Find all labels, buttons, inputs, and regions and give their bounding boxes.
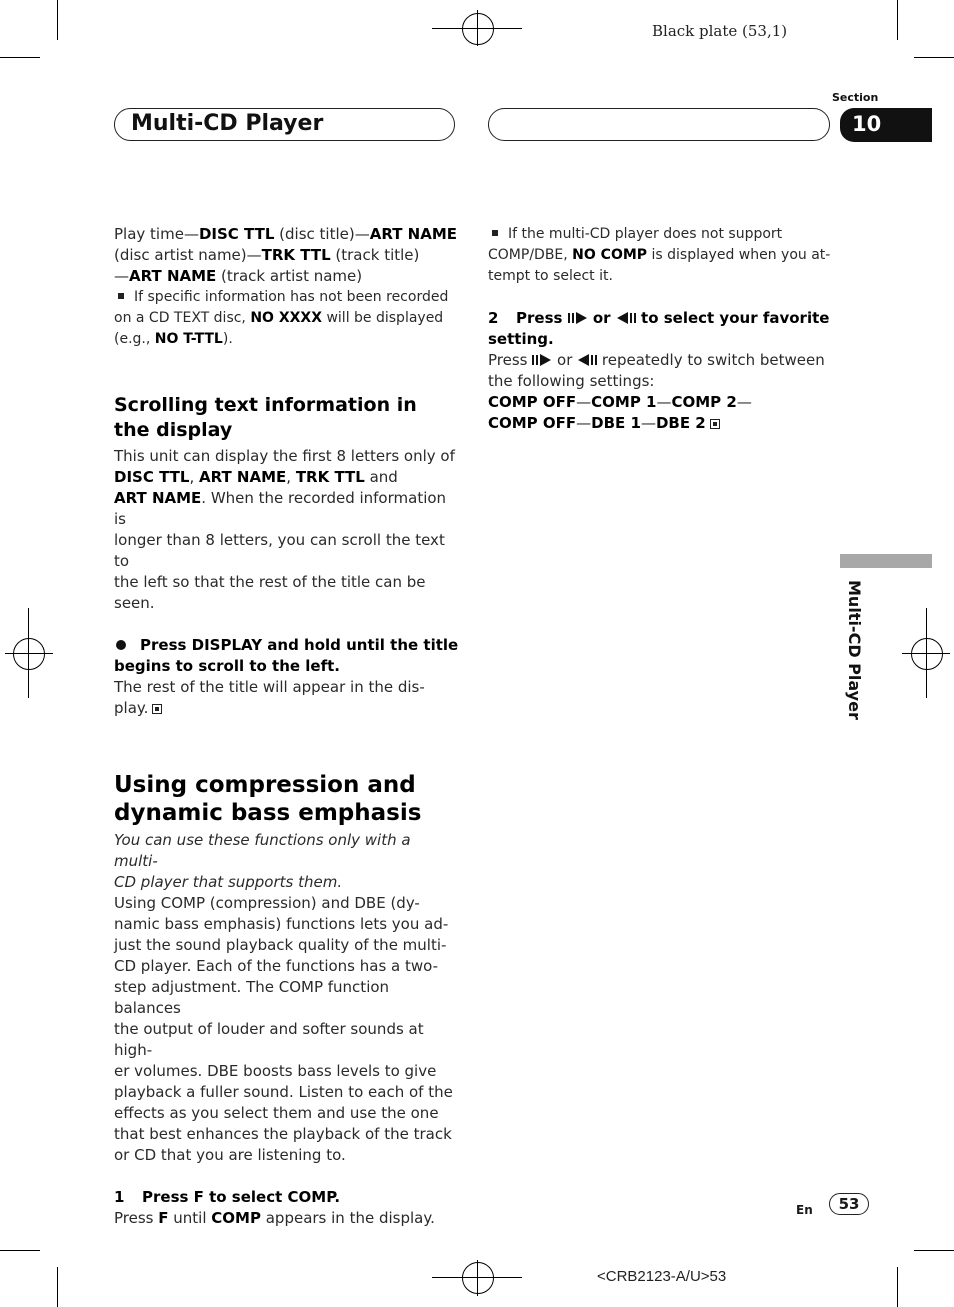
language-label: En [796, 1203, 813, 1217]
body-line: the left so that the rest of the title can be seen. [114, 573, 426, 612]
reverse-play-pause-icon [616, 312, 636, 324]
body-line: step adjustment. The COMP function balances [114, 978, 390, 1017]
chapter-title-pill [114, 108, 455, 141]
body-line: ART NAME. When the recorded information is [114, 489, 447, 528]
note-line: on a CD TEXT disc, NO XXXX will be displayed [114, 310, 444, 326]
side-tab-label: Multi-CD Player [845, 580, 864, 720]
step-display: Press DISPLAY and hold until the title [114, 635, 459, 656]
side-tab-bar [840, 554, 932, 568]
note-line: tempt to select it. [488, 268, 613, 284]
body-line: The rest of the title will appear in the dis- [114, 678, 425, 696]
step-display: begins to scroll to the left. [114, 657, 340, 675]
body-line: play. [114, 698, 459, 719]
body-line: Using COMP (compression) and DBE (dy- [114, 894, 420, 912]
display-order-line: (disc artist name)—TRK TTL (track title) [114, 246, 420, 264]
display-order-line: Play time—DISC TTL (disc title)—ART NAME [114, 225, 457, 243]
intro-line: You can use these functions only with a multi- [114, 831, 411, 870]
chapter-title: Multi-CD Player [131, 111, 324, 136]
body-line: DISC TTL, ART NAME, TRK TTL and [114, 468, 398, 486]
document-code: <CRB2123-A/U>53 [597, 1268, 727, 1285]
registration-circle [13, 638, 45, 670]
step-2: setting. [488, 330, 554, 348]
registration-circle [462, 13, 494, 45]
body-line: effects as you select them and use the one [114, 1104, 439, 1122]
left-column [114, 224, 459, 1229]
crop-mark [897, 0, 898, 40]
display-order-line: —ART NAME (track artist name) [114, 267, 363, 285]
note-bullet-icon [492, 230, 498, 236]
settings-sequence: COMP OFF—DBE 1—DBE 2 [488, 413, 833, 434]
right-column [488, 224, 833, 434]
step-bullet-icon [116, 640, 126, 650]
body-line: longer than 8 letters, you can scroll the text to [114, 531, 445, 570]
crop-mark [914, 57, 954, 58]
page-number: 53 [829, 1193, 869, 1215]
end-square-icon [152, 704, 162, 714]
note-line: If the multi-CD player does not support [488, 224, 833, 245]
crop-mark [0, 1250, 40, 1251]
body-line: the following settings: [488, 372, 655, 390]
registration-circle [911, 638, 943, 670]
body-line: Press F until COMP appears in the display. [114, 1209, 435, 1227]
crop-mark [0, 57, 40, 58]
section-number: 10 [852, 112, 882, 136]
body-line: that best enhances the playback of the track [114, 1125, 452, 1143]
body-line: or CD that you are listening to. [114, 1146, 346, 1164]
note-bullet-icon [118, 293, 124, 299]
step-2: 2 Press or to select your favorite [488, 309, 830, 327]
body-line: This unit can display the first 8 letters only of [114, 447, 455, 465]
play-pause-forward-icon [532, 354, 552, 366]
reverse-play-pause-icon [577, 354, 597, 366]
body-line: just the sound playback quality of the multi- [114, 936, 447, 954]
body-line: Press or repeatedly to switch between [488, 351, 825, 369]
settings-sequence: COMP OFF—COMP 1—COMP 2— [488, 393, 752, 411]
crop-mark [914, 1250, 954, 1251]
scroll-heading: Scrolling text information in [114, 394, 417, 416]
intro-line: CD player that supports them. [114, 873, 343, 891]
note-line: (e.g., NO T-TTL). [114, 331, 233, 347]
end-square-icon [710, 419, 720, 429]
note-line: If specific information has not been recorded [114, 287, 459, 308]
comp-heading: Using compression and [114, 772, 416, 798]
body-line: the output of louder and softer sounds at high- [114, 1020, 424, 1059]
note-line: COMP/DBE, NO COMP is displayed when you at- [488, 247, 831, 263]
comp-heading: dynamic bass emphasis [114, 800, 422, 826]
section-number-badge [840, 108, 932, 142]
crop-mark [57, 0, 58, 40]
crop-mark [57, 1267, 58, 1307]
body-line: playback a fuller sound. Listen to each of the [114, 1083, 453, 1101]
section-label: Section [832, 91, 879, 104]
crop-mark [897, 1267, 898, 1307]
registration-circle [462, 1262, 494, 1294]
step-1: 1 Press F to select COMP. [114, 1188, 341, 1206]
play-pause-forward-icon [568, 312, 588, 324]
plate-label: Black plate (53,1) [652, 22, 788, 40]
scroll-heading: the display [114, 419, 233, 441]
body-line: er volumes. DBE boosts bass levels to give [114, 1062, 437, 1080]
body-line: namic bass emphasis) functions lets you ad- [114, 915, 449, 933]
body-line: CD player. Each of the functions has a two- [114, 957, 439, 975]
header-blank-pill [488, 108, 830, 141]
